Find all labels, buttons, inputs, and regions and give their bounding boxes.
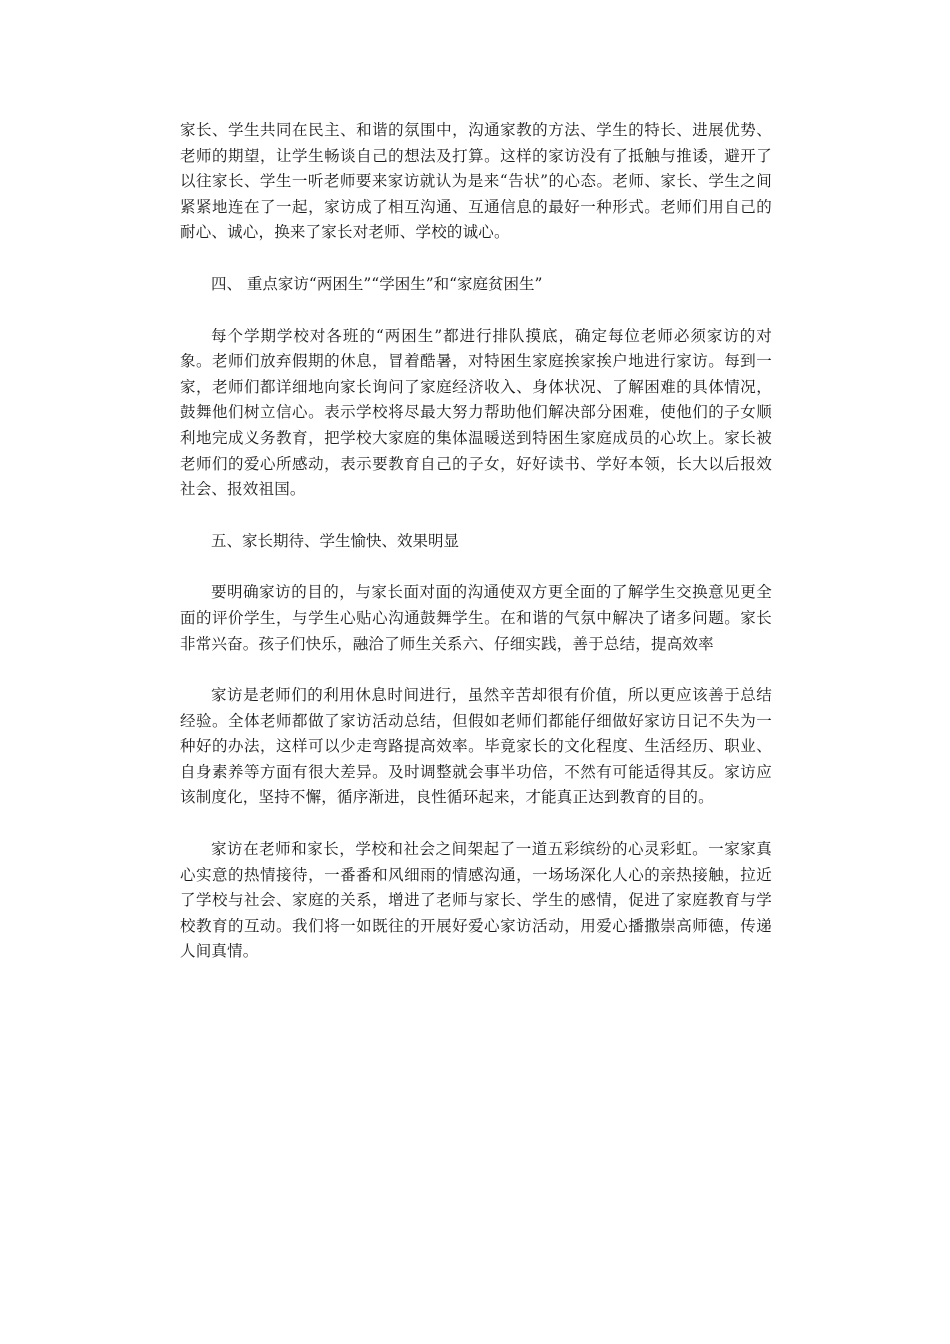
paragraph-summarize-experience: 家访是老师们的利用休息时间进行，虽然辛苦却很有价值，所以更应该善于总结经验。全体老师都做了家访活动总结，但假如老师们都能仔细做好家访日记不失为一种好的办法，这样可以少走弯路提高效率。毕竟家长的文化程度、生活经历、职业、自身素养等方面有很大差异。及时调整就会事半功倍，不然有可能适得其反。家访应该制度化，坚持不懈，循序渐进，良性循环起来，才能真正达到教育的目的。 [180,686,772,807]
paragraph-conclusion: 家访在老师和家长，学校和社会之间架起了一道五彩缤纷的心灵彩虹。一家家真心实意的热情接待，一番番和风细雨的情感沟通，一场场深化人心的亲热接触，拉近了学校与社会、家庭的关系，增进了老师与家长、学生的感情，促进了家庭教育与学校教育的互动。我们将一如既往的开展好爱心家访活动，用爱心播撒崇高师德，传递人间真情。 [180,840,772,961]
paragraph-home-visit-atmosphere: 家长、学生共同在民主、和谐的氛围中，沟通家教的方法、学生的特长、进展优势、老师的期望，让学生畅谈自己的想法及打算。这样的家访没有了抵触与推诿，避开了以往家长、学生一听老师要来家访就认为是来“告状”的心态。老师、家长、学生之间紧紧地连在了一起，家访成了相互沟通、互通信息的最好一种形式。老师们用自己的耐心、诚心，换来了家长对老师、学校的诚心。 [180,121,772,242]
paragraph-spacer [180,657,772,683]
paragraph-struggling-students: 每个学期学校对各班的“两困生”都进行排队摸底，确定每位老师必须家访的对象。老师们放弃假期的休息，冒着酷暑，对特困生家庭挨家挨户地进行家访。每到一家，老师们都详细地向家长询问了家庭经济收入、身体状况、了解困难的具体情况，鼓舞他们树立信心。表示学校将尽最大努力帮助他们解决部分困难，使他们的子女顺利地完成义务教育，把学校大家庭的集体温暖送到特困生家庭成员的心坎上。家长被老师们的爱心所感动，表示要教育自己的子女，好好读书、学好本领，长大以后报效社会、报效祖国。 [180,326,772,499]
paragraph-spacer [180,811,772,837]
section-heading-five: 五、家长期待、学生愉快、效果明显 [211,531,460,550]
section-heading-four: 四、 重点家访“两困生”“学困生”和“家庭贫困生” [211,274,543,293]
document-page [180,118,772,965]
paragraph-spacer [180,246,772,272]
paragraph-spacer [180,503,772,529]
paragraph-spacer [180,554,772,580]
paragraph-spacer [180,298,772,324]
paragraph-visit-purpose: 要明确家访的目的，与家长面对面的沟通使双方更全面的了解学生交换意见更全面的评价学生，与学生心贴心沟通鼓舞学生。在和谐的气氛中解决了诸多问题。家长非常兴奋。孩子们快乐，融洽了师生关系六、仔细实践，善于总结，提高效率 [180,583,772,653]
